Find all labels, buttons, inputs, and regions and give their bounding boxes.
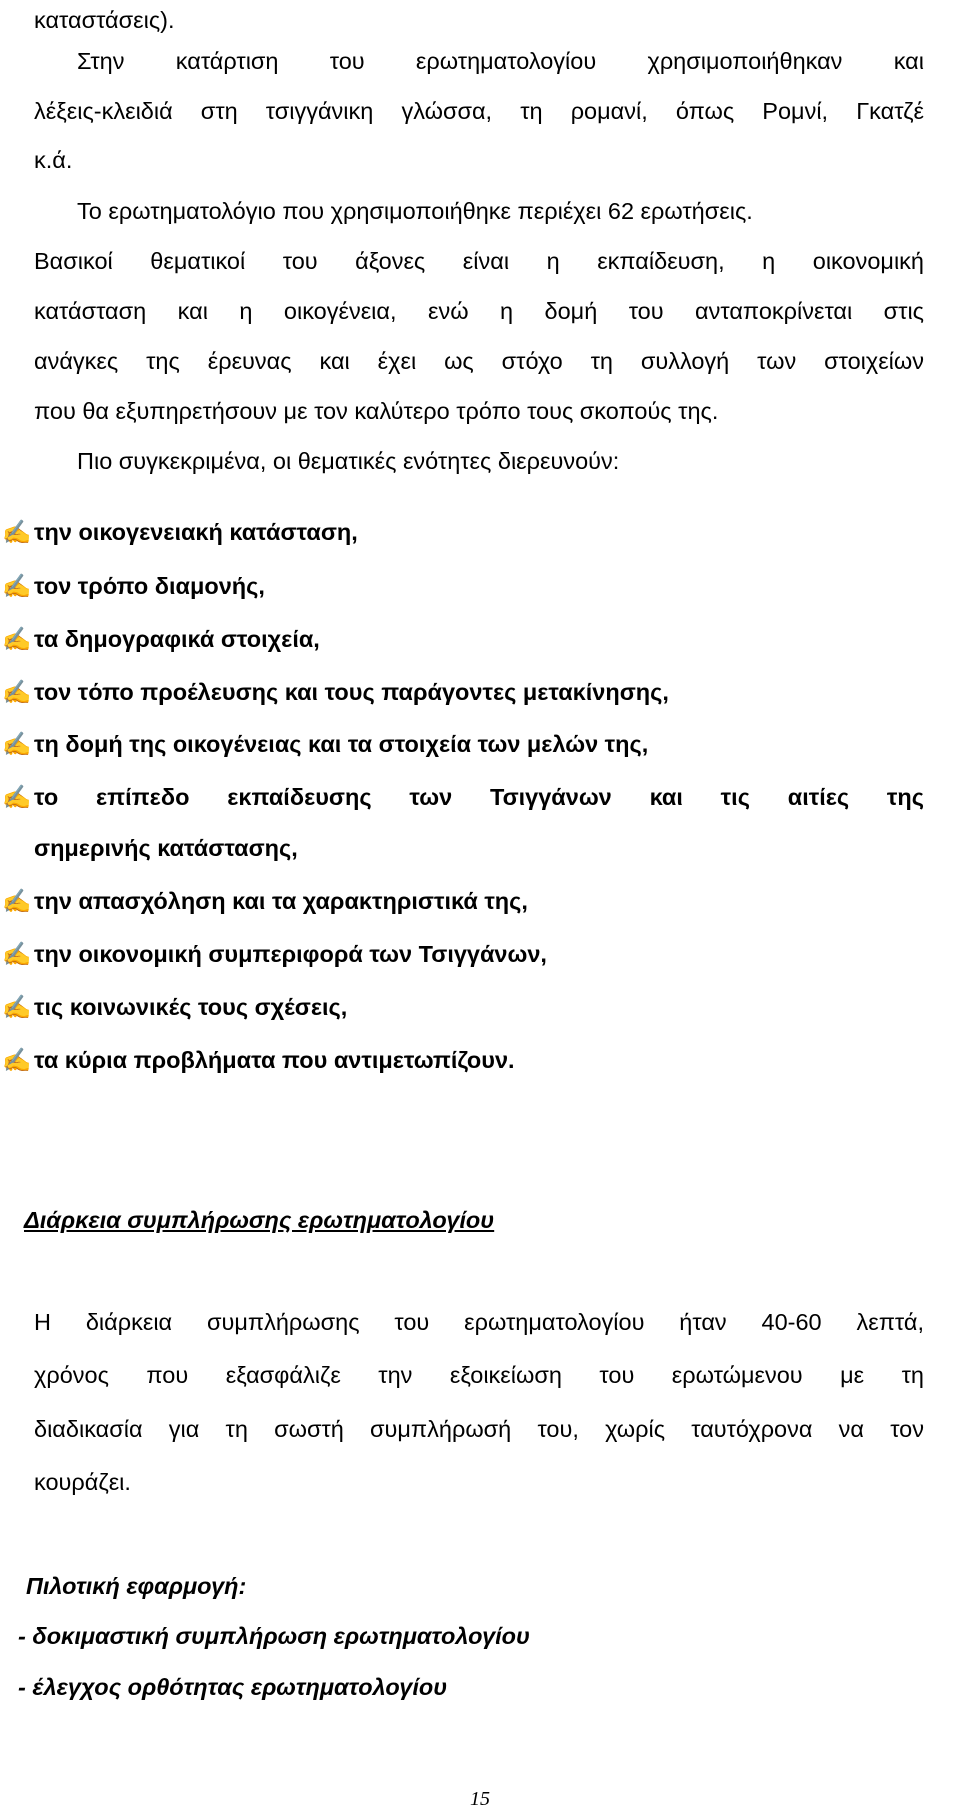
bullet-text: τον τρόπο διαμονής,: [34, 573, 265, 599]
bullet-text: την απασχόληση και τα χαρακτηριστικά της,: [34, 888, 528, 914]
bullet-text: τα κύρια προβλήματα που αντιμετωπίζουν.: [34, 1047, 515, 1073]
bullet-text: το επίπεδο εκπαίδευσης των Τσιγγάνων και τις αιτίες της: [34, 784, 924, 810]
bullet-text: τον τόπο προέλευσης και τους παράγοντες μετακίνησης,: [34, 679, 669, 705]
hand-writing-icon: ✍: [2, 784, 32, 810]
hand-writing-icon: ✍: [2, 1047, 32, 1073]
text-line: λέξεις-κλειδιά στη τσιγγάνικη γλώσσα, τη ρομανί, όπως Ρομνί, Γκατζέ: [34, 98, 924, 124]
hand-writing-icon: ✍: [2, 573, 32, 599]
text-line: Βασικοί θεματικοί του άξονες είναι η εκπαίδευση, η οικονομική: [34, 248, 924, 274]
text-line: κ.ά.: [34, 147, 73, 173]
text-line: Πιο συγκεκριμένα, οι θεματικές ενότητες διερευνούν:: [77, 448, 620, 474]
hand-writing-icon: ✍: [2, 519, 32, 545]
hand-writing-icon: ✍: [2, 731, 32, 757]
page-number: 15: [470, 1788, 490, 1810]
text-line: διαδικασία για τη σωστή συμπλήρωσή του, χωρίς ταυτόχρονα να τον: [34, 1416, 924, 1442]
text-line: καταστάσεις).: [34, 7, 175, 33]
bullet-text: σημερινής κατάστασης,: [34, 835, 298, 861]
text-line: Το ερωτηματολόγιο που χρησιμοποιήθηκε περιέχει 62 ερωτήσεις.: [77, 198, 753, 224]
text-line: Η διάρκεια συμπλήρωσης του ερωτηματολογίου ήταν 40-60 λεπτά,: [34, 1309, 924, 1335]
bullet-text: την οικονομική συμπεριφορά των Τσιγγάνων,: [34, 941, 547, 967]
text-line: κατάσταση και η οικογένεια, ενώ η δομή του ανταποκρίνεται στις: [34, 298, 924, 324]
section-heading-pilot: Πιλοτική εφαρμογή:: [26, 1573, 247, 1599]
hand-writing-icon: ✍: [2, 941, 32, 967]
bullet-text: τις κοινωνικές τους σχέσεις,: [34, 994, 348, 1020]
text-line: που θα εξυπηρετήσουν με τον καλύτερο τρόπο τους σκοπούς της.: [34, 398, 719, 424]
text-line: κουράζει.: [34, 1469, 131, 1495]
hand-writing-icon: ✍: [2, 994, 32, 1020]
bullet-text: τα δημογραφικά στοιχεία,: [34, 626, 320, 652]
bullet-text: τη δομή της οικογένειας και τα στοιχεία των μελών της,: [34, 731, 649, 757]
hand-writing-icon: ✍: [2, 626, 32, 652]
text-line: Στην κατάρτιση του ερωτηματολογίου χρησιμοποιήθηκαν και: [77, 48, 924, 74]
pilot-item: - δοκιμαστική συμπλήρωση ερωτηματολογίου: [18, 1623, 530, 1649]
bullet-text: την οικογενειακή κατάσταση,: [34, 519, 358, 545]
section-heading-duration: Διάρκεια συμπλήρωσης ερωτηματολογίου: [24, 1207, 495, 1233]
hand-writing-icon: ✍: [2, 679, 32, 705]
hand-writing-icon: ✍: [2, 888, 32, 914]
pilot-item: - έλεγχος ορθότητας ερωτηματολογίου: [18, 1674, 448, 1700]
text-line: ανάγκες της έρευνας και έχει ως στόχο τη συλλογή των στοιχείων: [34, 348, 924, 374]
text-line: χρόνος που εξασφάλιζε την εξοικείωση του ερωτώμενου με τη: [34, 1362, 924, 1388]
